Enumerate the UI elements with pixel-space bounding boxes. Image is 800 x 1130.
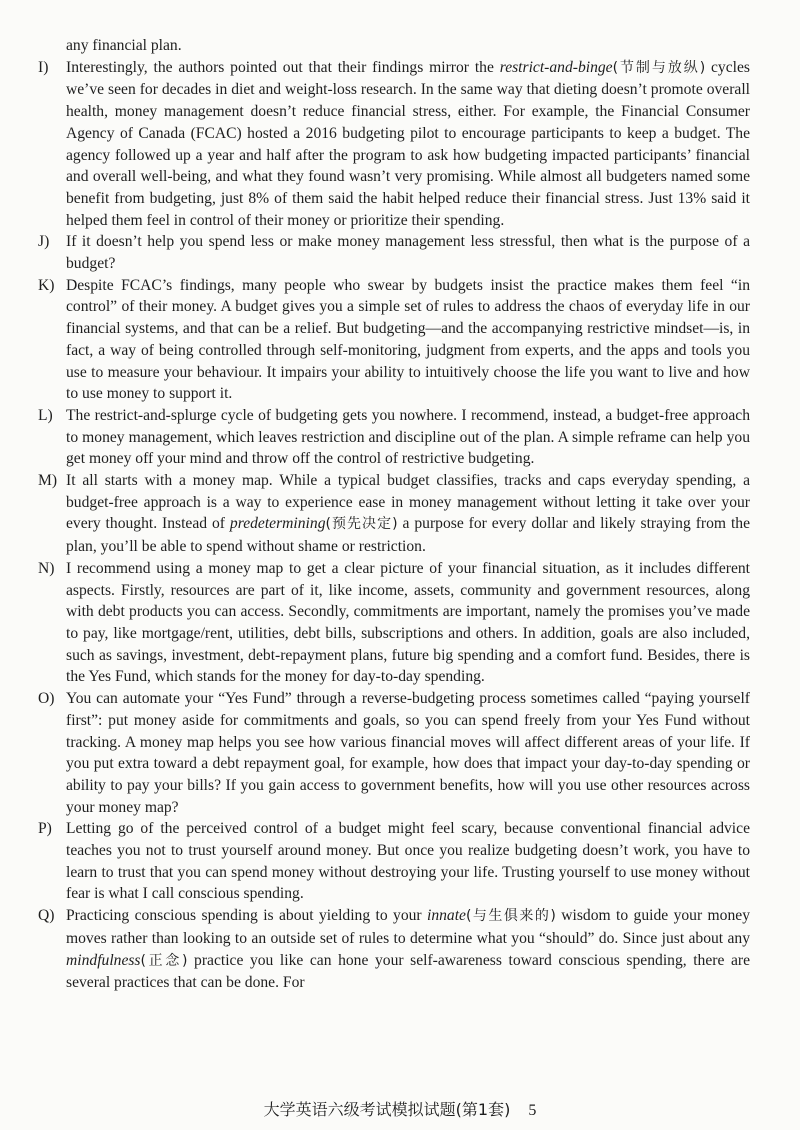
text-segment: Despite FCAC’s findings, many people who swear by budgets insist the practice makes them feel “in control” of their money. A budget gives you a simple set of rules to address the chaos of everyday life in our financial systems, and that can be a relief. But budgeting—and the accompanying restrictive mindset—is, in fact, a way of being controlled through self-monitoring, judgment from experts, and the apps and tools you use to measure your behaviour. It impairs your ability to intuitively choose the life you want to live and how to use money to support it. xyxy=(66,276,750,403)
paragraph-letter: K) xyxy=(38,276,55,294)
footer-title: 大学英语六级考试模拟试题(第1套) xyxy=(263,1100,511,1119)
paragraph xyxy=(38,405,750,470)
paragraph-letter: N) xyxy=(38,559,55,577)
paragraph xyxy=(38,231,750,274)
paragraph xyxy=(38,905,750,994)
chinese-gloss: (节制与放纵) xyxy=(612,59,706,76)
paragraph xyxy=(38,688,750,818)
text-segment: Practicing conscious spending is about yielding to your xyxy=(66,907,427,925)
text-segment: cycles we’ve seen for decades in diet and weight-loss research. In the same way that dieting doesn’t promote overall health, money management doesn’t reduce financial stress, either. For example, the Financial Consumer Agency of Canada (FCAC) hosted a 2016 budgeting pilot to encourage participants to keep a budget. The agency followed up a year and half after the program to ask how budgeting impacted participants’ financial and overall well-being, and what they found wasn’t very promising. While almost all budgeters named some benefit from budgeting, just 8% of them said the habit helped reduce their financial stress. Just 13% said it helped them feel in control of their money or prioritize their spending. xyxy=(66,58,750,229)
text-segment: If it doesn’t help you spend less or make money management less stressful, then what is the purpose of a budget? xyxy=(66,233,750,273)
paragraph-text xyxy=(66,470,750,558)
paragraph xyxy=(38,558,750,688)
paragraph-text xyxy=(66,57,750,232)
paragraph xyxy=(38,470,750,558)
paragraph-letter: Q) xyxy=(38,907,55,925)
paragraph-text xyxy=(66,818,750,905)
text-segment: You can automate your “Yes Fund” through a reverse-budgeting process sometimes called “paying yourself first”: put money aside for commitments and goals, so you can spend freely from your Yes Fund without tracking. A money map helps you see how various financial moves will affect different areas of your life. If you put extra toward a debt repayment goal, for example, how does that impact your day-to-day spending or ability to pay your bills? If you gain access to government benefits, how will you use other resources across your money map? xyxy=(66,690,750,816)
text-segment: wisdom to guide your money moves rather than looking to an outside set of rules to determine what you “should” do. Since just about any xyxy=(66,907,750,947)
paragraph-letter: L) xyxy=(38,406,53,424)
paragraph xyxy=(38,275,750,405)
chinese-gloss: (正念) xyxy=(140,952,188,969)
italic-term: predetermining xyxy=(229,515,326,533)
paragraph-text xyxy=(66,905,750,994)
paragraph-letter: O) xyxy=(38,690,55,708)
italic-term: mindfulness xyxy=(66,951,141,969)
chinese-gloss: (与生俱来的) xyxy=(465,908,556,925)
italic-term: restrict-and-binge xyxy=(499,58,613,76)
text-segment: practice you like can hone your self-awareness toward conscious spending, there are several practices that can be done. For xyxy=(66,951,750,992)
text-segment: I recommend using a money map to get a clear picture of your financial situation, as it includes different aspects. Firstly, resources are part of it, like income, assets, community and government resources, along with debt products you can access. Secondly, commitments are important, namely the promises you’ve made to pay, like mortgage/rent, utilities, debt bills, subscriptions and others. In addition, goals are also included, such as savings, investment, debt-repayment plans, future big spending and a comfort fund. Besides, there is the Yes Fund, which stands for the money for day-to-day spending. xyxy=(66,559,750,686)
paragraph xyxy=(38,57,750,232)
text-segment: a purpose for every dollar and likely straying from the plan, you’ll be able to spend without shame or restriction. xyxy=(66,515,750,556)
text-segment: Letting go of the perceived control of a budget might feel scary, because conventional financial advice teaches you not to trust yourself around money. But once you realize budgeting doesn’t work, you have to learn to trust that you can spend money without destroying your life. Trusting yourself to use money without fear is what I call conscious spending. xyxy=(66,820,750,903)
paragraph-letter: P) xyxy=(38,820,52,838)
paragraph xyxy=(38,818,750,905)
paragraph-text xyxy=(66,558,750,688)
article-body xyxy=(38,35,750,994)
chinese-gloss: (预先决定) xyxy=(325,516,398,533)
paragraph-letter: J) xyxy=(38,233,50,251)
text-segment: It all starts with a money map. While a typical budget classifies, tracks and caps everyday spending, a budget-free approach is a way to experience ease in money management without letting it take over your every thought. Instead of xyxy=(66,472,750,533)
text-segment: The restrict-and-splurge cycle of budgeting gets you nowhere. I recommend, instead, a budget-free approach to money management, which leaves restriction and discipline out of the plan. A simple reframe can help you get money off your mind and throw off the control of restrictive budgeting. xyxy=(66,406,750,468)
paragraph-text xyxy=(66,275,750,405)
page-number: 5 xyxy=(528,1102,537,1119)
continuation-line: any financial plan. xyxy=(66,37,182,54)
paragraph-text xyxy=(66,688,750,818)
paragraph-text xyxy=(66,231,750,274)
italic-term: innate xyxy=(427,907,466,925)
paragraph-letter: I) xyxy=(38,58,49,76)
text-segment: Interestingly, the authors pointed out that their findings mirror the xyxy=(66,58,500,76)
paragraph-letter: M) xyxy=(38,472,58,490)
page-footer xyxy=(0,1097,800,1120)
paragraph-text xyxy=(66,405,750,470)
